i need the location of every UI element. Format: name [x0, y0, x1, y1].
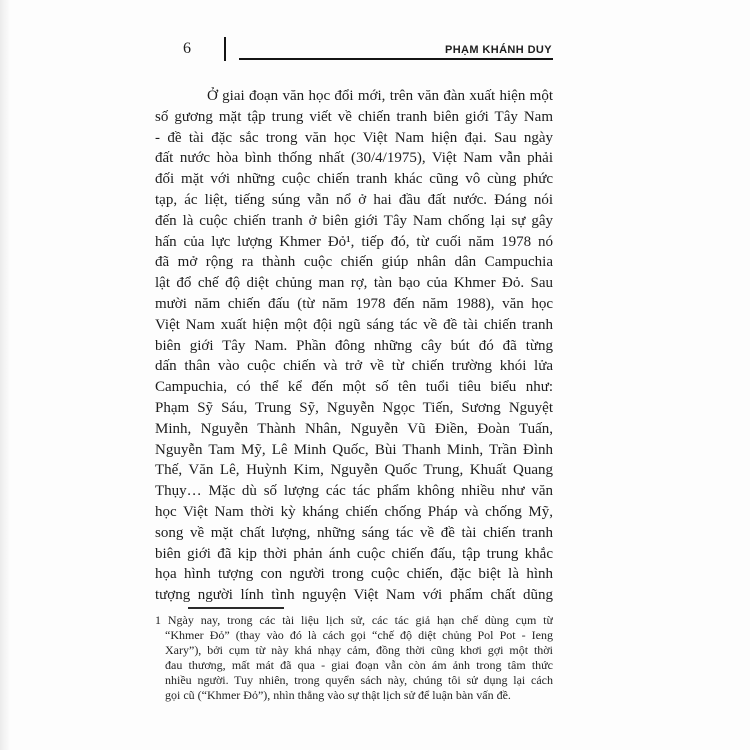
body-line: biên giới đã kịp thời phản ánh cuộc chiến đấu, tập trung khắc — [155, 545, 553, 562]
footnote-line: “Khmer Đỏ” (thay vào đó là cách gọi “chế độ diệt chủng Pol Pot - Ieng — [165, 628, 553, 643]
footnote-line: Xary”), bởi cụm từ này khá nhạy cảm, đồng thời cũng khơi gợi một thời — [165, 643, 553, 658]
body-line: đất nước hòa bình thống nhất (30/4/1975), Việt Nam vẫn phải — [155, 150, 553, 167]
body-line: đến là cuộc chiến tranh ở biên giới Tây Nam chống lại sự gây — [155, 212, 553, 229]
body-line: tượng người lính tình nguyện Việt Nam với phẩm chất dũng — [155, 587, 553, 604]
body-line: đã mở rộng ra thành cuộc chiến giúp nhân dân Campuchia — [155, 254, 553, 271]
body-line: học Việt Nam thời kỳ kháng chiến chống Pháp và chống Mỹ, — [155, 503, 553, 520]
body-line: Thụy… Mặc dù số lượng các tác phẩm không nhiều như văn — [155, 483, 553, 500]
body-line: họa hình tượng con người trong cuộc chiến, đặc biệt là hình — [155, 566, 553, 583]
body-line: - đề tài đặc sắc trong văn học Việt Nam hiện đại. Sau ngày — [155, 129, 553, 146]
body-line: song về mặt chất lượng, những sáng tác về đề tài chiến tranh — [155, 524, 553, 541]
body-paragraph — [155, 86, 553, 606]
running-title-author: PHẠM KHÁNH DUY — [444, 44, 552, 56]
body-line: mười năm chiến đấu (từ năm 1978 đến năm 1988), văn học — [155, 295, 553, 312]
body-line: Campuchia, có thể kể đến một số tên tuổi tiêu biểu như: — [155, 379, 553, 396]
body-line: Nguyễn Tam Mỹ, Lê Minh Quốc, Bùi Thanh Minh, Trần Đình — [155, 441, 553, 458]
header-rule — [239, 58, 553, 60]
footnote-line: đau thương, mất mát đã qua - giai đoạn vẫn còn ám ảnh trong tâm thức — [165, 658, 553, 673]
page-edge-shadow — [0, 0, 10, 750]
footnote-line: 1 Ngày nay, trong các tài liệu lịch sử, các tác giả hạn chế dùng cụm từ — [155, 613, 553, 627]
page-number: 6 — [183, 40, 191, 57]
body-line: lật đổ chế độ diệt chủng man rợ, tàn bạo của Khmer Đỏ. Sau — [155, 275, 553, 292]
footnote-separator-rule — [188, 607, 284, 609]
body-line: số gương mặt tập trung viết về chiến tranh biên giới Tây Nam — [155, 108, 553, 125]
header-tick-mark — [224, 37, 226, 61]
body-line: Ở giai đoạn văn học đổi mới, trên văn đàn xuất hiện một — [207, 88, 553, 104]
body-line: biên giới Tây Nam. Phần đông những cây bút đó đã từng — [155, 337, 553, 354]
body-line: Phạm Sỹ Sáu, Trung Sỹ, Nguyễn Ngọc Tiến, Sương Nguyệt — [155, 399, 553, 416]
body-line: Thế, Văn Lê, Huỳnh Kim, Nguyễn Quốc Trung, Khuất Quang — [155, 462, 553, 479]
body-line: dấn thân vào cuộc chiến và trở về từ chiến trường khói lửa — [155, 358, 553, 375]
footnote-line: gọi cũ (“Khmer Đỏ”), nhìn thẳng vào sự thật lịch sử để luận bàn vấn đề. — [165, 688, 511, 703]
footnote-line: nhiều người. Tuy nhiên, trong quyển sách này, chúng tôi sử dụng lại cách — [165, 673, 553, 688]
body-line: Minh, Nguyễn Thành Nhân, Nguyễn Vũ Điền, Đoàn Tuấn, — [155, 420, 553, 437]
body-line: tạp, ác liệt, tiếng súng vẫn nổ ở hai đầu đất nước. Đáng nói — [155, 191, 553, 208]
body-line: đối mặt với những cuộc chiến tranh khác cũng vô cùng phức — [155, 171, 553, 188]
body-line: Việt Nam xuất hiện một đội ngũ sáng tác về đề tài chiến tranh — [155, 316, 553, 333]
footnote — [155, 613, 553, 704]
body-line: hấn của lực lượng Khmer Đỏ¹, tiếp đó, từ cuối năm 1978 nó — [155, 233, 553, 250]
